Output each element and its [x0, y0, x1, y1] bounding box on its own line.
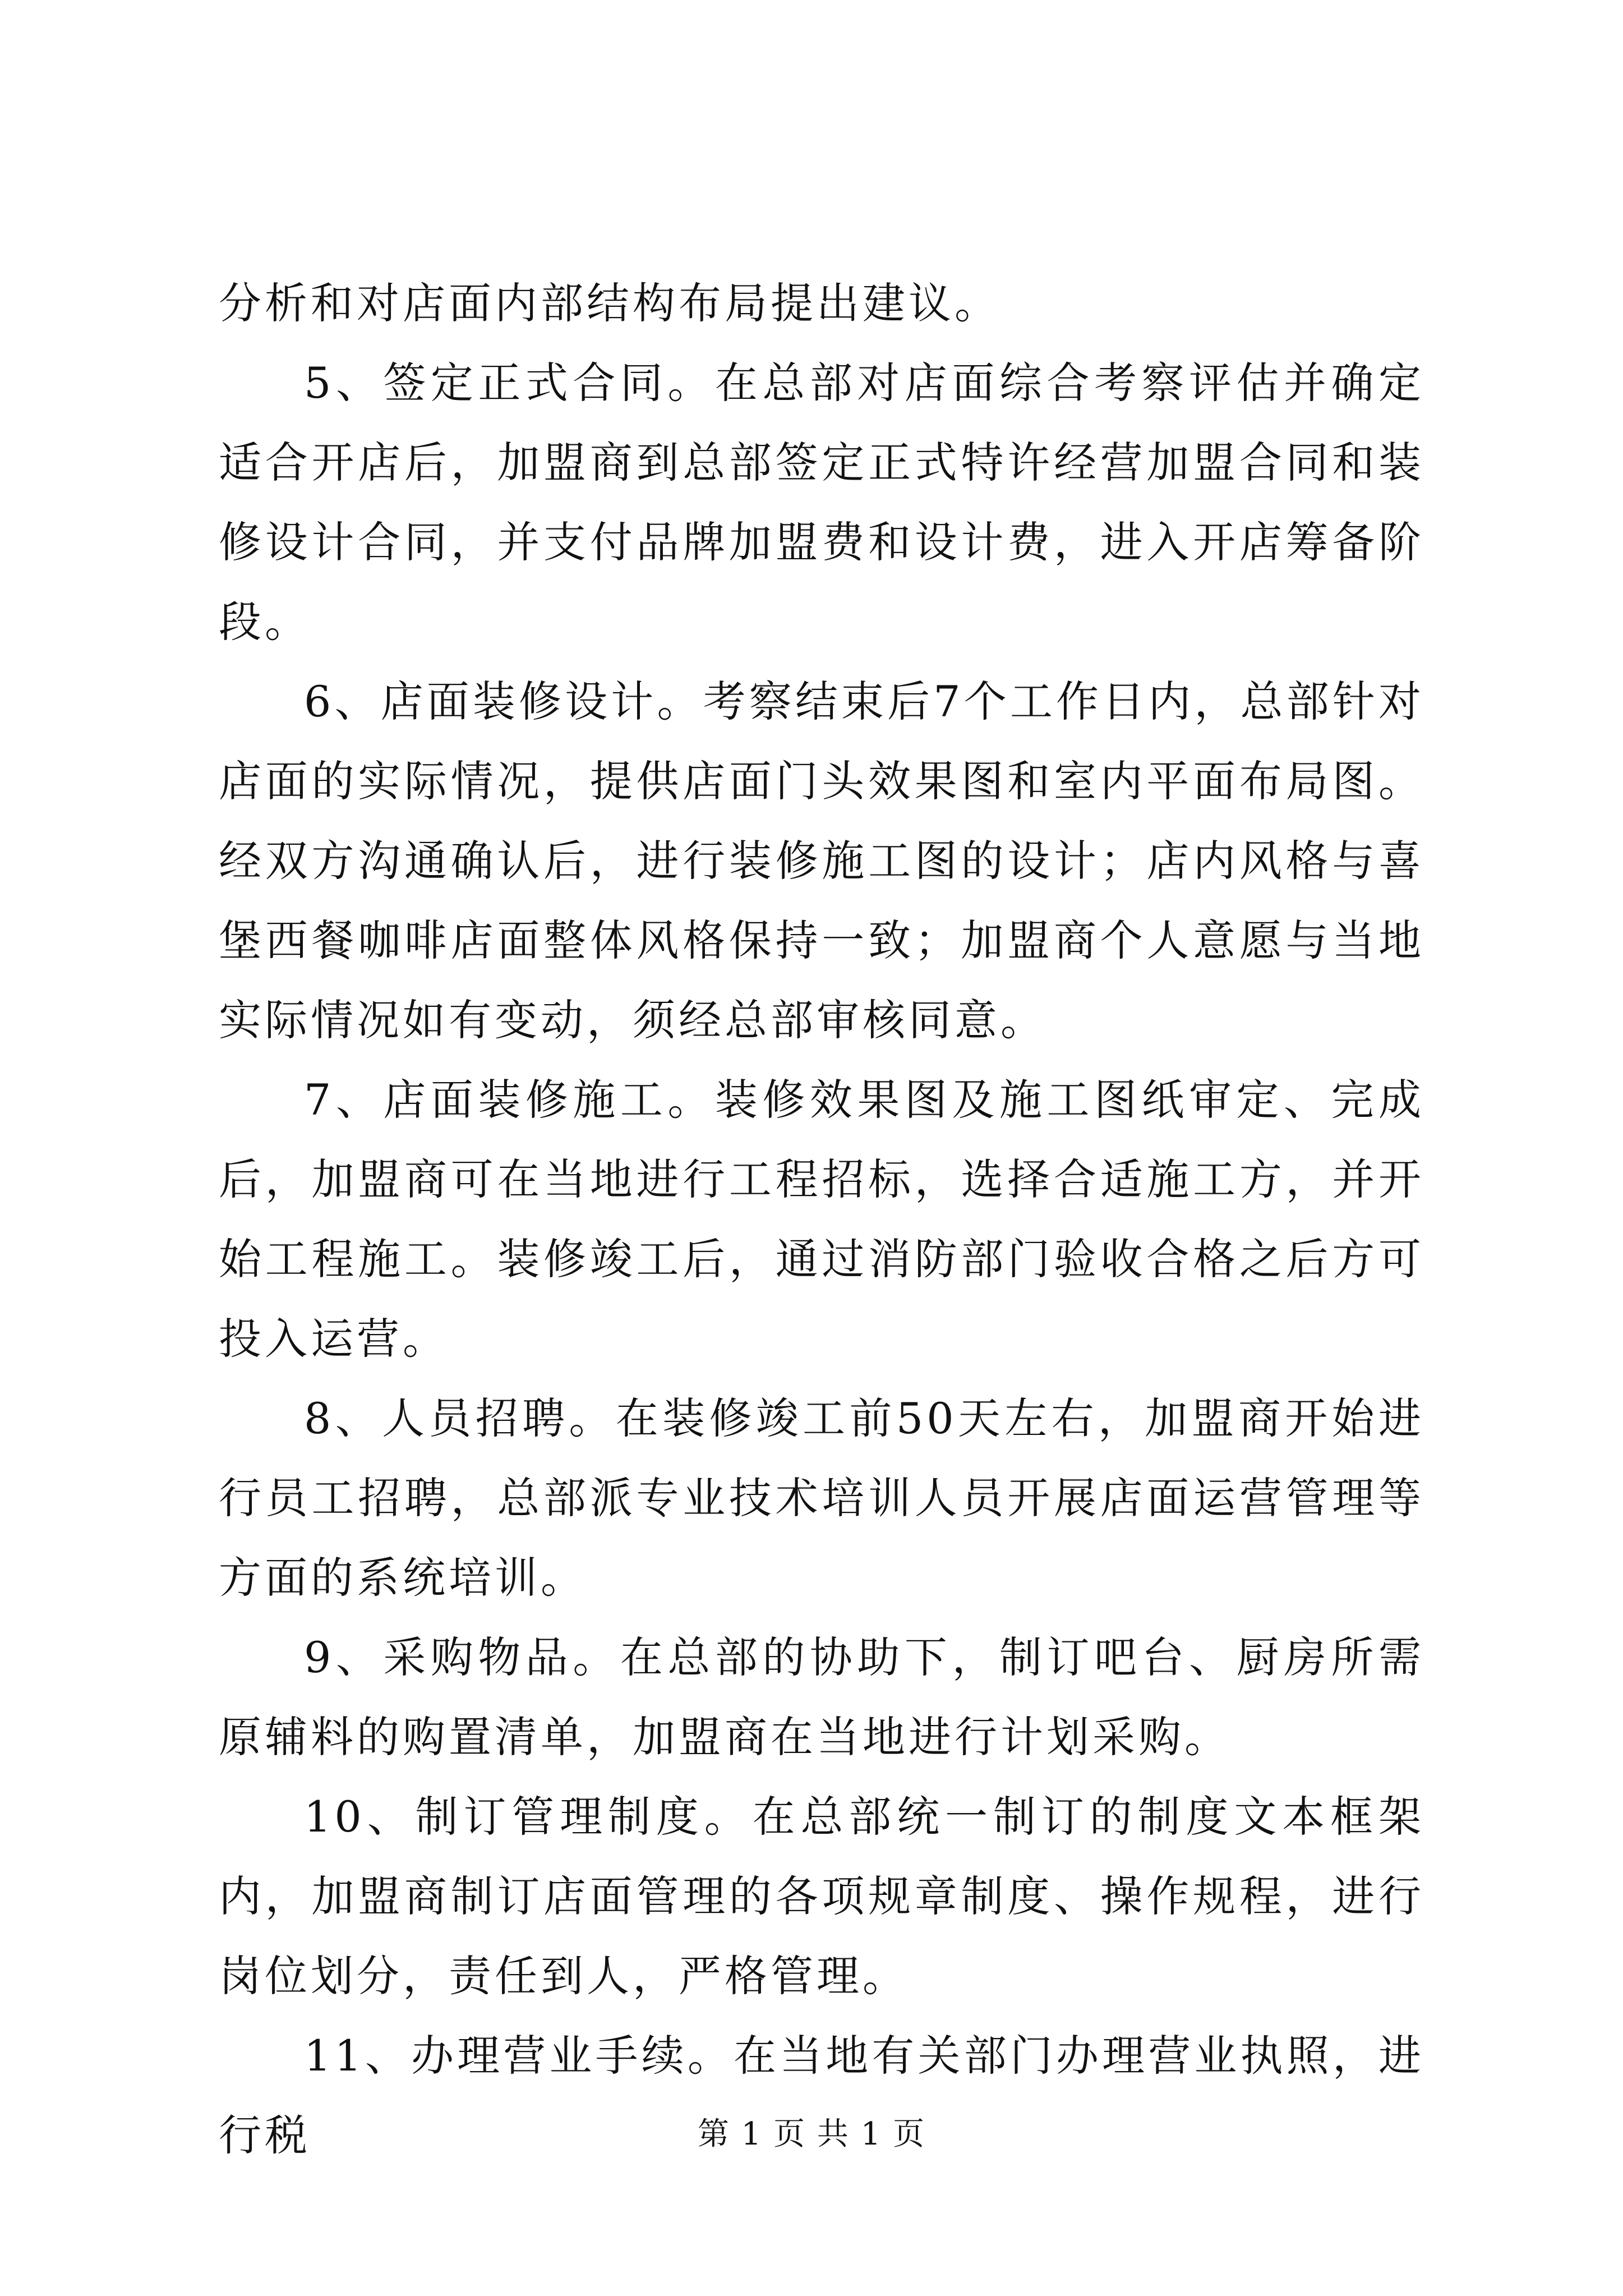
- page-number-label: 第 1 页 共 1 页: [697, 2116, 926, 2152]
- paragraph-item-5: 5、签定正式合同。在总部对店面综合考察评估并确定适合开店后，加盟商到总部签定正式特许经营加盟合同和装修设计合同，并支付品牌加盟费和设计费，进入开店筹备阶段。: [219, 358, 1424, 647]
- page-footer: [0, 2115, 1623, 2154]
- paragraph-item-6: 6、店面装修设计。考察结束后7个工作日内，总部针对店面的实际情况，提供店面门头效果图和室内平面布局图。经双方沟通确认后，进行装修施工图的设计；店内风格与喜堡西餐咖啡店面整体风格保持一致；加盟商个人意愿与当地实际情况如有变动，须经总部审核同意。: [219, 677, 1424, 1045]
- document-body: [219, 264, 1424, 2175]
- paragraph-item-8: 8、人员招聘。在装修竣工前50天左右，加盟商开始进行员工招聘，总部派专业技术培训人员开展店面运营管理等方面的系统培训。: [219, 1393, 1424, 1603]
- paragraph-item-9: 9、采购物品。在总部的协助下，制订吧台、厨房所需原辅料的购置清单，加盟商在当地进行计划采购。: [219, 1632, 1424, 1762]
- paragraph-item-11: 11、办理营业手续。在当地有关部门办理营业执照，进行税: [219, 2031, 1424, 2160]
- paragraph-item-7: 7、店面装修施工。装修效果图及施工图纸审定、完成后，加盟商可在当地进行工程招标，选择合适施工方，并开始工程施工。装修竣工后，通过消防部门验收合格之后方可投入运营。: [219, 1075, 1424, 1364]
- paragraph-continuation: 分析和对店面内部结构布局提出建议。: [219, 278, 1000, 328]
- paragraph-item-10: 10、制订管理制度。在总部统一制订的制度文本框架内，加盟商制订店面管理的各项规章制度、操作规程，进行岗位划分，责任到人，严格管理。: [219, 1792, 1424, 2001]
